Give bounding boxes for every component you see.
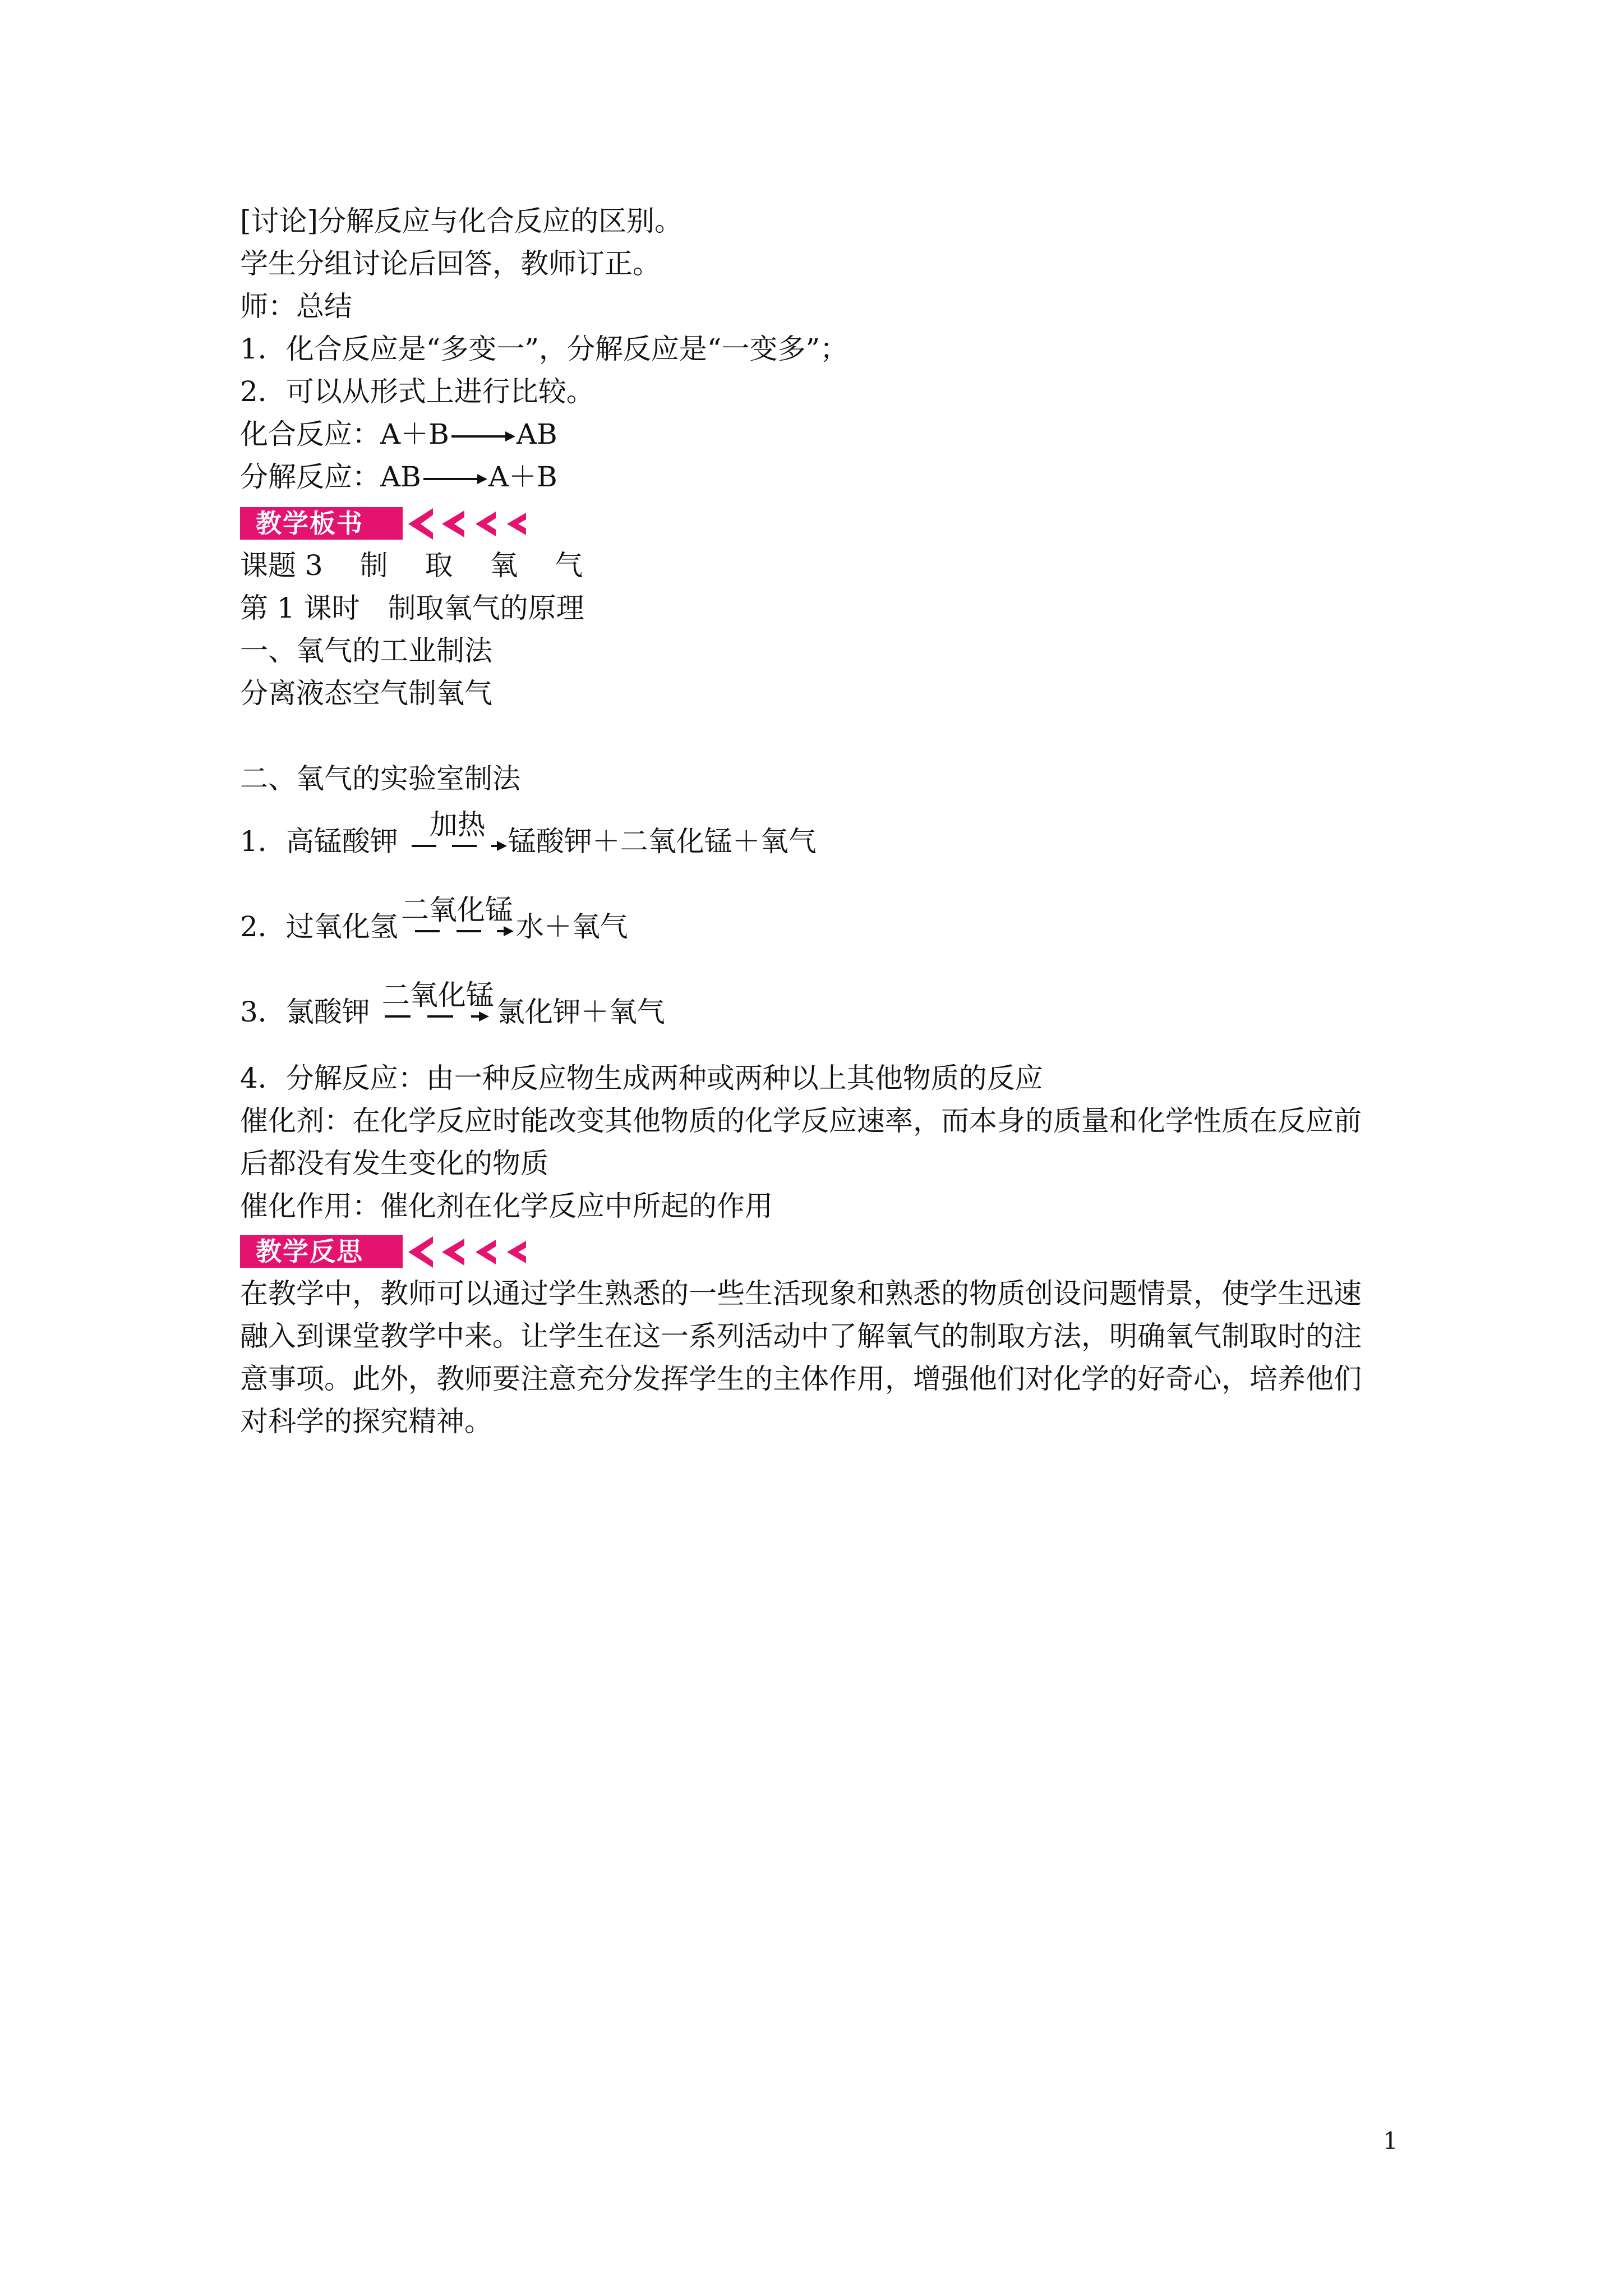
- reaction-products: 锰酸钾＋二氧化锰＋氧气: [508, 825, 817, 858]
- discussion-line-1: [讨论]分解反应与化合反应的区别。: [240, 205, 683, 237]
- board-title: 课题 3 制 取 氧 气: [240, 549, 583, 582]
- reflection-banner-label: 教学反思: [240, 1235, 403, 1268]
- reaction-1: [240, 808, 817, 859]
- discussion-line-5: 2．可以从形式上进行比较。: [240, 375, 594, 408]
- board-banner: [240, 504, 532, 544]
- catalysis-line: 催化作用：催化剂在化学反应中所起的作用: [240, 1190, 773, 1222]
- decomposition-equation: [240, 455, 557, 498]
- arrow-icon: [379, 997, 497, 1030]
- reflection-line-1: 在教学中，教师可以通过学生熟悉的一些生活现象和熟悉的物质创设问题情景，使学生迅速: [240, 1277, 1362, 1310]
- reaction-2: [240, 894, 628, 945]
- chevrons-icon: [408, 504, 543, 544]
- reaction-number: 1．: [240, 825, 286, 858]
- reaction-products: 氯化钾＋氧气: [496, 996, 665, 1028]
- page-number: 1: [1383, 2127, 1398, 2155]
- discussion-line-2: 学生分组讨论后回答，教师订正。: [240, 247, 661, 280]
- reaction-condition: 二氧化锰: [400, 894, 513, 926]
- reflection-line-4: 对科学的探究精神。: [240, 1405, 492, 1438]
- reflection-line-3: 意事项。此外，教师要注意充分发挥学生的主体作用，增强他们对化学的好奇心，培养他们: [240, 1363, 1362, 1395]
- decomposition-left: AB: [380, 461, 421, 493]
- combination-right: AB: [516, 418, 557, 450]
- board-section-1-text: 分离液态空气制氧气: [240, 677, 492, 710]
- reaction-products: 水＋氧气: [515, 910, 628, 943]
- decomposition-right: A＋B: [488, 461, 557, 493]
- discussion-line-3: 师：总结: [240, 290, 352, 323]
- arrow-icon: [407, 827, 508, 859]
- arrow-icon: [449, 425, 517, 448]
- catalyst-line-2: 后都没有发生变化的物质: [240, 1147, 548, 1180]
- reaction-reactant: 高锰酸钾: [285, 825, 398, 858]
- reaction-condition: 二氧化锰: [381, 979, 494, 1011]
- combination-prefix: 化合反应：: [240, 418, 380, 450]
- discussion-line-4: 1．化合反应是“多变一”，分解反应是“一变多”；: [240, 333, 849, 365]
- chevrons-icon: [408, 1232, 543, 1272]
- arrow-icon: [398, 912, 516, 945]
- reaction-condition: 加热: [429, 808, 486, 841]
- reaction-reactant: 氯酸钾: [285, 996, 370, 1028]
- reaction-number: 3．: [240, 996, 286, 1028]
- arrow-icon: [421, 468, 488, 490]
- decomposition-prefix: 分解反应：: [240, 461, 380, 493]
- catalyst-line-1: 催化剂：在化学反应时能改变其他物质的化学反应速率，而本身的质量和化学性质在反应前: [240, 1105, 1362, 1137]
- reflection-banner: [240, 1232, 532, 1272]
- reaction-3: [240, 979, 665, 1030]
- reaction-reactant: 过氧化氢: [285, 910, 398, 943]
- reaction-number: 2．: [240, 910, 286, 943]
- reflection-line-2: 融入到课堂教学中来。让学生在这一系列活动中了解氧气的制取方法，明确氧气制取时的注: [240, 1320, 1362, 1352]
- board-section-1: 一、氧气的工业制法: [240, 634, 492, 667]
- combination-equation: [240, 413, 557, 455]
- combination-left: A＋B: [380, 418, 449, 450]
- board-banner-label: 教学板书: [240, 507, 403, 540]
- board-point-4: 4．分解反应：由一种反应物生成两种或两种以上其他物质的反应: [240, 1062, 1043, 1094]
- board-lesson: 第 1 课时 制取氧气的原理: [240, 592, 584, 624]
- board-section-2: 二、氧气的实验室制法: [240, 762, 520, 795]
